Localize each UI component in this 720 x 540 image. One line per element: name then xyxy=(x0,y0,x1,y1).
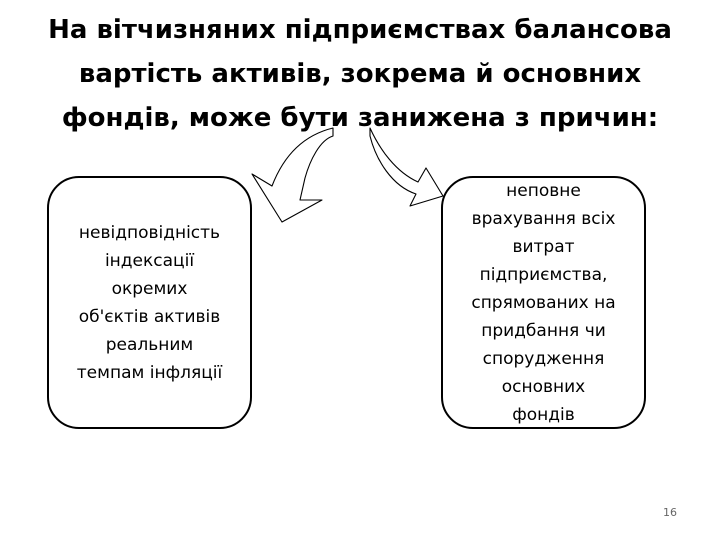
left-line-1: невідповідність xyxy=(78,222,221,243)
page-number: 16 xyxy=(663,506,677,519)
reason-box-right-text xyxy=(471,177,615,429)
title-line-3: фондів, може бути занижена з причин: xyxy=(61,103,659,133)
reason-box-right xyxy=(441,176,646,429)
right-line-1: неповне xyxy=(506,180,581,201)
left-line-4: об'єктів активів xyxy=(78,306,221,327)
left-line-6: темпам інфляції xyxy=(76,362,223,383)
left-line-2: індексації xyxy=(104,250,195,271)
title-line-2: вартість активів, зокрема й основних xyxy=(78,59,642,89)
right-line-2: врахування всіх xyxy=(471,208,616,229)
right-line-3: витрат xyxy=(512,236,575,257)
right-line-8: основних xyxy=(501,376,586,397)
reason-box-left-text xyxy=(77,219,222,387)
left-line-3: окремих xyxy=(111,278,188,299)
right-line-4: підприємства, xyxy=(479,264,608,285)
right-line-6: придбання чи xyxy=(481,320,606,341)
title-line-1: На вітчизняних підприємствах балансова xyxy=(48,15,672,45)
reason-box-left xyxy=(47,176,252,429)
right-line-7: спорудження xyxy=(482,348,605,369)
right-line-5: спрямованих на xyxy=(471,292,616,313)
left-curved-arrow-icon xyxy=(252,128,333,222)
right-line-9: фондів xyxy=(512,404,575,425)
right-curved-arrow-icon xyxy=(370,128,443,206)
left-line-5: реальним xyxy=(105,334,194,355)
